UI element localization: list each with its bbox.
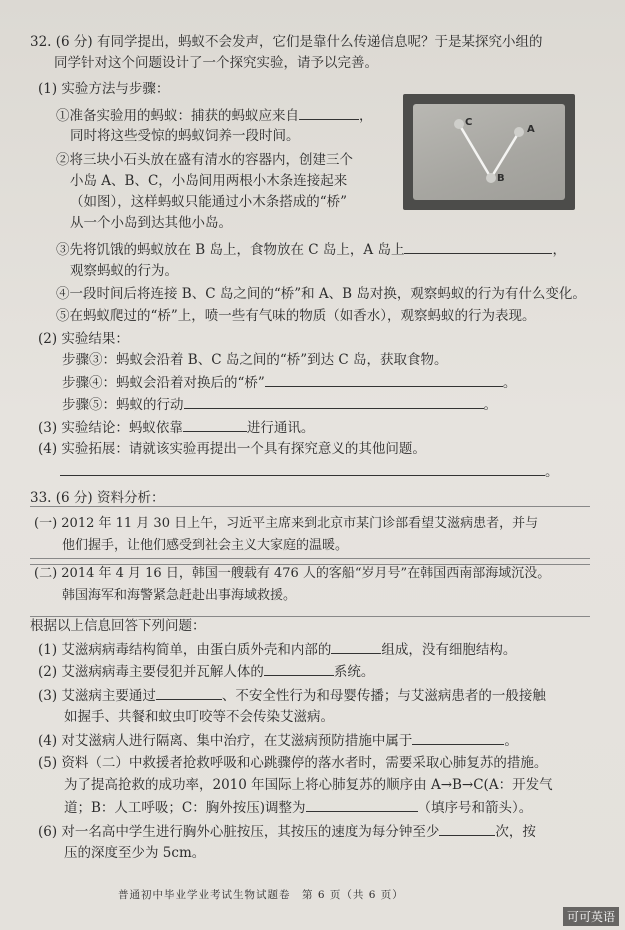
q33-item4-text: (4) 对艾滋病人进行隔离、集中治疗，在艾滋病预防措施中属于 [38,733,413,749]
answer-blank [60,462,545,476]
island-c [454,119,464,129]
q33-item2 [38,662,374,681]
answer-blank [264,662,334,676]
q33-item6-text-a: (6) 对一名高中学生进行胸外心脏按压，其按压的速度为每分钟至少 [38,824,440,840]
answer-blank [184,395,484,409]
q33-item5-line3 [64,798,532,817]
q33-item5-text-d: （填序号和箭头）。 [417,800,533,816]
q32-result4: 步骤④：蚂蚁会沿着对换后的“桥” 。 [62,375,517,391]
q32-step1-line1: ①准备实验用的蚂蚁：捕获的蚂蚁应来自 ， [56,108,373,124]
label-b: B [497,173,505,184]
q32-intro-line2: 同学针对这个问题设计了一个探究实验，请予以完善。 [54,55,378,71]
q33-item6-line1 [38,822,536,841]
q33-item3-text-b: 、不安全性行为和母婴传播；与艾滋病患者的一般接触 [221,688,546,704]
q32-extension: (4) 实验拓展：请就该实验再提出一个具有探究意义的其他问题。 [38,441,426,457]
q33-item2-text-b: 系统。 [333,664,375,680]
q33-item2-text-a: (2) 艾滋病病毒主要侵犯并瓦解人体的 [38,664,264,680]
q32-step4: ④一段时间后将连接 B、C 岛之间的“桥”和 A、B 岛对换，观察蚂蚁的行为有什么变化。 [56,286,586,302]
island-experiment-photo [403,94,575,210]
q33-item1-text-a: (1) 艾滋病病毒结构简单，由蛋白质外壳和内部的 [38,642,332,658]
q32-step2-line4: 从一个小岛到达其他小岛。 [70,215,232,231]
answer-blank [299,106,359,120]
q33-lead: 根据以上信息回答下列问题： [30,618,206,634]
bridge-a-b [491,132,519,178]
q32-result4-text: 步骤④：蚂蚁会沿着对换后的“桥” [62,375,265,391]
label-c: C [465,117,473,128]
answer-blank [306,798,418,812]
q32-step5: ⑤在蚂蚁爬过的“桥”上，喷一些有气味的物质（如香水），观察蚂蚁的行为表现。 [56,308,536,324]
q33-item6-text-b: 次，按 [495,824,536,840]
bridge-c-b [459,124,491,178]
q32-result5: 步骤⑤：蚂蚁的行动 。 [62,397,497,413]
q32-intro-line1: 32. (6 分) 有同学提出，蚂蚁不会发声，它们是靠什么传递信息呢？于是某探究小组的 [30,34,543,50]
q32-section1-heading: (1) 实验方法与步骤： [38,81,170,97]
q32-extension-blank-line: 。 [60,462,559,481]
q33-material2-line1: (二) 2014 年 4 月 16 日，韩国一艘载有 476 人的客船“岁月号”在韩国西南部海域沉没。 [34,566,551,581]
answer-blank [265,373,503,387]
q33-material-box-2 [30,558,590,617]
q33-item6-line2: 压的深度至少为 5cm。 [64,845,206,861]
q33-item5-line2: 为了提高抢救的成功率，2010 年国际上将心肺复苏的顺序由 A→B→C(A：开发气 [64,777,553,793]
q32-step1-text: ①准备实验用的蚂蚁：捕获的蚂蚁应来自 [56,108,299,124]
q32-section2-heading: (2) 实验结果： [38,331,129,347]
answer-blank [331,640,381,654]
answer-blank [183,418,247,432]
q32-step3-text: ③先将饥饿的蚂蚁放在 B 岛上，食物放在 C 岛上，A 岛上 [56,242,405,258]
label-a: A [527,124,535,135]
q32-conclusion-text-b: 进行通讯。 [246,420,315,436]
answer-blank [412,731,504,745]
q32-step2-line2: 小岛 A、B、C，小岛间用两根小木条连接起来 [70,173,348,189]
watermark: 可可英语 [563,907,619,926]
q32-step3-line1: ③先将饥饿的蚂蚁放在 B 岛上，食物放在 C 岛上，A 岛上 ， [56,242,566,258]
q32-step2-line1: ②将三块小石头放在盛有清水的容器内，创建三个 [56,152,353,168]
q32-step2-line3: （如图），这样蚂蚁只能通过小木条搭成的“桥” [70,194,348,210]
q33-item3-line1 [38,686,546,705]
q33-item5-text-c: 道；B：人工呼吸；C：胸外按压)调整为 [64,800,306,816]
q33-material2-line2: 韩国海军和海警紧急赶赴出事海域救援。 [62,588,297,603]
bridge-lines [403,94,575,210]
q33-material1-line1: (一) 2012 年 11 月 30 日上午，习近平主席来到北京市某门诊部看望艾滋病患者，并与 [34,516,539,531]
q32-result5-text: 步骤⑤：蚂蚁的行动 [62,397,184,413]
q33-item5-line1: (5) 资料（二）中救援者抢救呼吸和心跳骤停的落水者时，需要采取心肺复苏的措施。 [38,755,548,771]
q32-result3: 步骤③：蚂蚁会沿着 B、C 岛之间的“桥”到达 C 岛，获取食物。 [62,352,448,368]
q33-material1-line2: 他们握手，让他们感受到社会主义大家庭的温暖。 [62,538,349,553]
q33-title: 33. (6 分) 资料分析： [30,490,165,506]
q33-item1 [38,640,516,659]
q32-conclusion-text-a: (3) 实验结论：蚂蚁依靠 [38,420,183,436]
q32-step3-line2: 观察蚂蚁的行为。 [70,263,178,279]
answer-blank [404,240,552,254]
answer-blank [156,686,222,700]
answer-blank [439,822,495,836]
q33-item4: (4) 对艾滋病人进行隔离、集中治疗，在艾滋病预防措施中属于 。 [38,733,518,749]
page-footer: 普通初中毕业学业考试生物试题卷 第 6 页（共 6 页） [118,889,404,901]
q33-item3-text-a: (3) 艾滋病主要通过 [38,688,156,704]
q32-step1-line2: 同时将这些受惊的蚂蚁饲养一段时间。 [70,128,300,144]
q33-material-box-1 [30,506,590,565]
q33-item3-line2: 如握手、共餐和蚊虫叮咬等不会传染艾滋病。 [64,709,334,725]
q32-conclusion [38,418,314,437]
q33-item1-text-b: 组成，没有细胞结构。 [381,642,517,658]
island-a [514,127,524,137]
island-b [486,173,496,183]
